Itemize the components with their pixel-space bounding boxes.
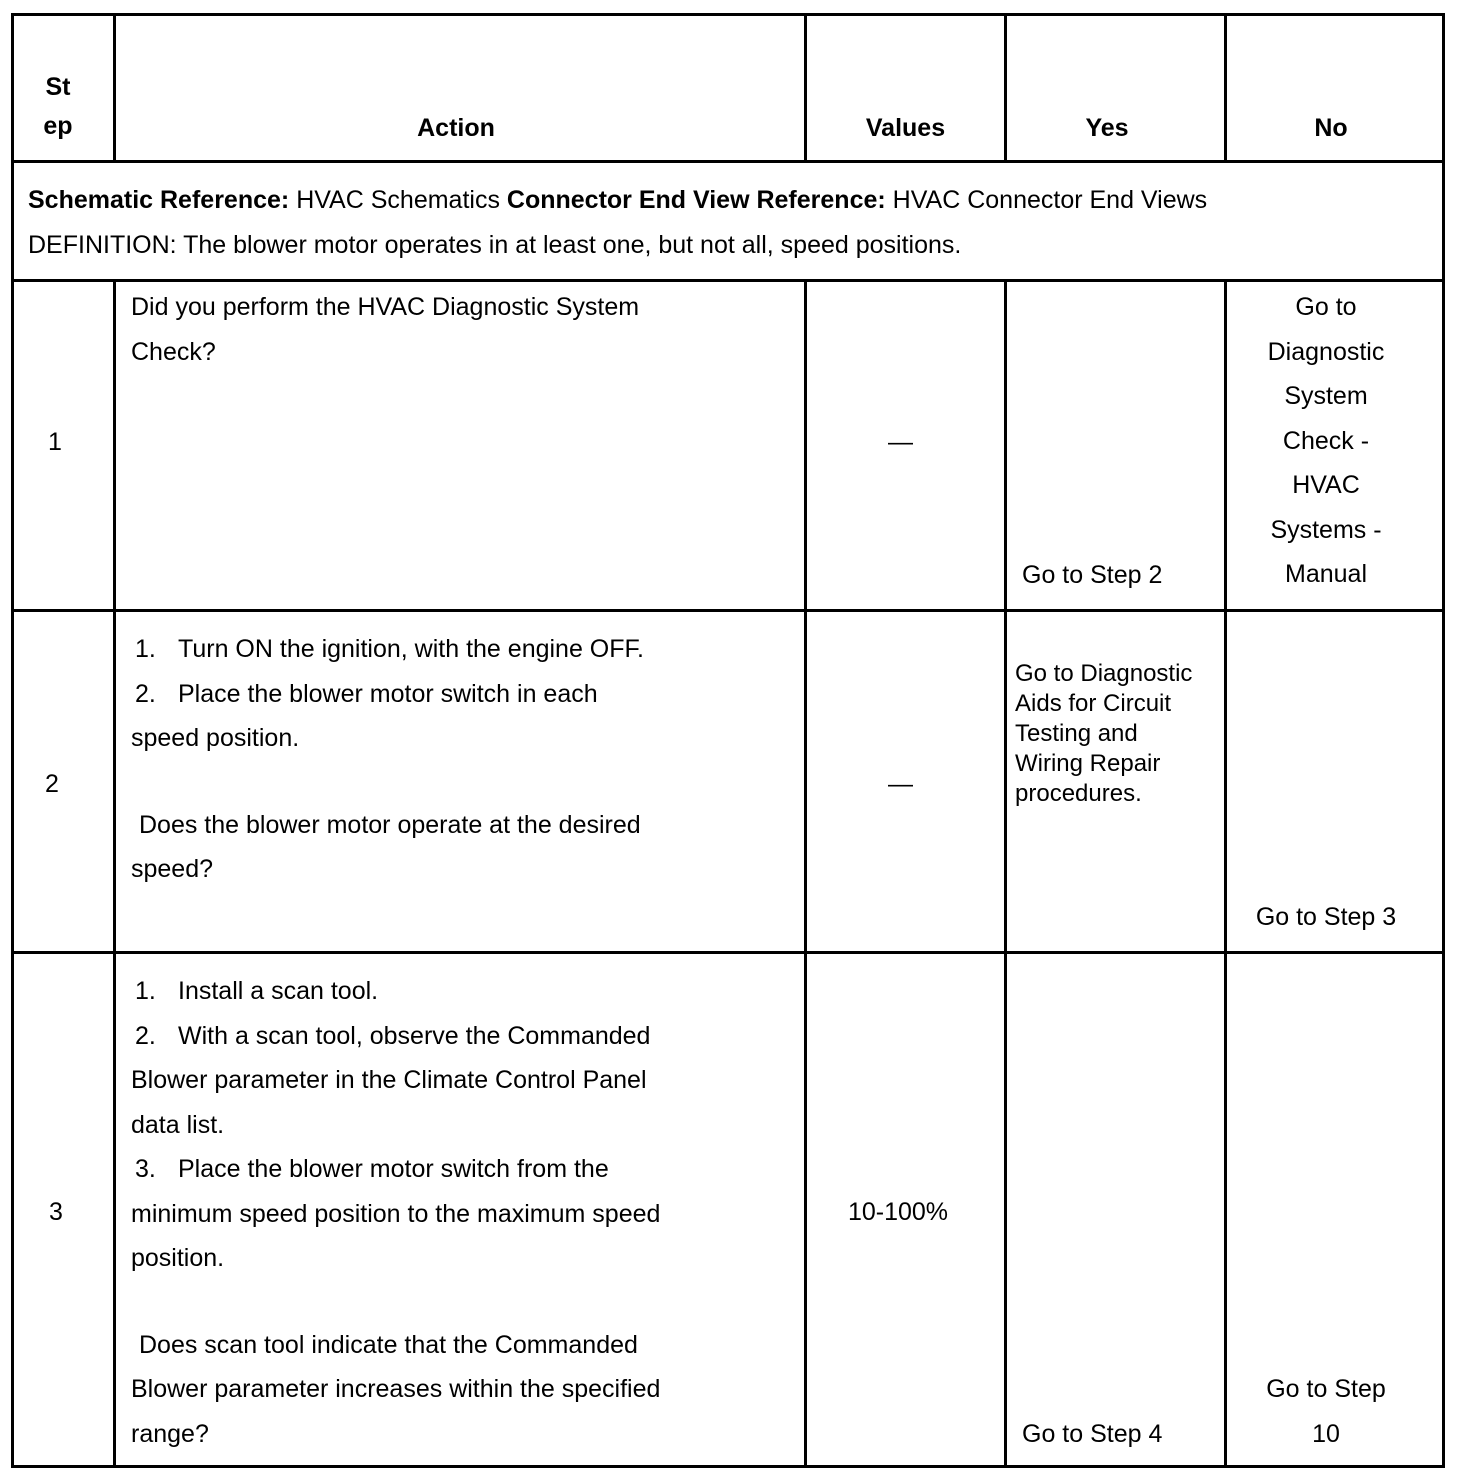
connector-reference-value: HVAC Connector End Views [892, 186, 1208, 214]
row2-yes-line4: Wiring Repair [1015, 750, 1161, 777]
row1-action-line2: Check? [131, 337, 216, 366]
row2-item1-text: Turn ON the ignition, with the engine OFF. [178, 635, 644, 663]
row1-no-line6: Systems - [1270, 515, 1382, 544]
row3-line2-number: 2. [135, 1021, 156, 1050]
row2-no: Go to Step 3 [1255, 903, 1397, 931]
row3-line2 [131, 1014, 801, 1059]
row3-line1 [131, 969, 801, 1014]
definition-text: DEFINITION: The blower motor operates in at least one, but not all, speed positions. [28, 230, 962, 259]
header-step-line2: ep [43, 112, 73, 140]
row3-line6: minimum speed position to the maximum speed [131, 1199, 661, 1228]
schematic-reference-value: HVAC Schematics [296, 186, 500, 214]
row1-no-line3: System [1284, 382, 1368, 410]
row2-yes [1015, 659, 1220, 809]
connector-reference-label: Connector End View Reference: [506, 186, 886, 214]
header-divider [14, 160, 1442, 163]
row3-line7: position. [131, 1244, 225, 1272]
row1-action [131, 285, 801, 374]
row3-line5-number: 3. [135, 1155, 156, 1183]
row1-no-line5: HVAC [1292, 471, 1360, 499]
row3-line5 [131, 1147, 801, 1192]
header-no: No [1314, 114, 1348, 142]
row1-step: 1 [48, 428, 62, 456]
row1-no [1227, 285, 1425, 597]
row3-question-line3: range? [131, 1419, 209, 1448]
row2-item1-number: 1. [135, 635, 156, 663]
row3-line3: Blower parameter in the Climate Control Panel [131, 1066, 647, 1094]
header-step-line1: St [45, 73, 71, 101]
row2-item2-text: Place the blower motor switch in each [178, 679, 598, 708]
row2-yes-line5: procedures. [1015, 780, 1142, 807]
row3-line2-text: With a scan tool, observe the Commanded [178, 1021, 651, 1050]
row3-question-line2: Blower parameter increases within the specified [131, 1375, 661, 1403]
row3-values: 10-100% [847, 1198, 949, 1226]
row2-item2 [131, 672, 801, 717]
row1-no-line4: Check - [1282, 426, 1370, 455]
header-values: Values [865, 114, 946, 142]
diagnostic-table [11, 13, 1445, 1468]
row1-action-line1: Did you perform the HVAC Diagnostic System [131, 293, 640, 321]
row1-no-line1: Go to [1295, 293, 1357, 321]
row3-no [1227, 1367, 1425, 1456]
row2-values: — [888, 770, 913, 798]
row3-no-line1: Go to Step [1266, 1375, 1386, 1403]
row3-action [131, 969, 801, 1456]
row1-yes: Go to Step 2 [1022, 561, 1163, 589]
row3-line4: data list. [131, 1110, 225, 1139]
row2-question-line1: Does the blower motor operate at the desired [139, 810, 641, 839]
row2-item2-continuation: speed position. [131, 724, 300, 752]
reference-divider [14, 279, 1442, 282]
row3-question-line1: Does scan tool indicate that the Commanded [139, 1330, 638, 1359]
row2-question-line2: speed? [131, 855, 214, 883]
col-divider-values-body [1004, 279, 1007, 1465]
row2-yes-line1: Go to Diagnostic [1015, 660, 1193, 687]
row2-step: 2 [45, 770, 59, 798]
header-action: Action [417, 114, 495, 142]
row2-divider [14, 951, 1442, 954]
row1-no-line2: Diagnostic [1267, 337, 1385, 366]
row3-step: 3 [49, 1198, 63, 1226]
schematic-reference-label: Schematic Reference: [28, 186, 290, 214]
row1-no-line7: Manual [1285, 560, 1367, 588]
row1-divider [14, 609, 1442, 612]
reference-line [28, 178, 1428, 223]
row3-yes: Go to Step 4 [1022, 1420, 1163, 1448]
header-step [14, 68, 102, 146]
row2-item2-number: 2. [135, 679, 156, 708]
row1-values: — [888, 428, 913, 456]
col-divider-step-body [113, 279, 116, 1465]
row3-line1-text: Install a scan tool. [178, 977, 379, 1005]
row3-line1-number: 1. [135, 977, 156, 1005]
row3-line5-text: Place the blower motor switch from the [178, 1155, 609, 1183]
row2-yes-line3: Testing and [1015, 720, 1138, 747]
row3-no-line2: 10 [1312, 1419, 1340, 1448]
reference-cell [28, 178, 1428, 267]
row2-yes-line2: Aids for Circuit [1015, 690, 1172, 717]
row2-item1 [131, 627, 801, 672]
row2-action [131, 627, 801, 892]
header-yes: Yes [1085, 114, 1129, 142]
